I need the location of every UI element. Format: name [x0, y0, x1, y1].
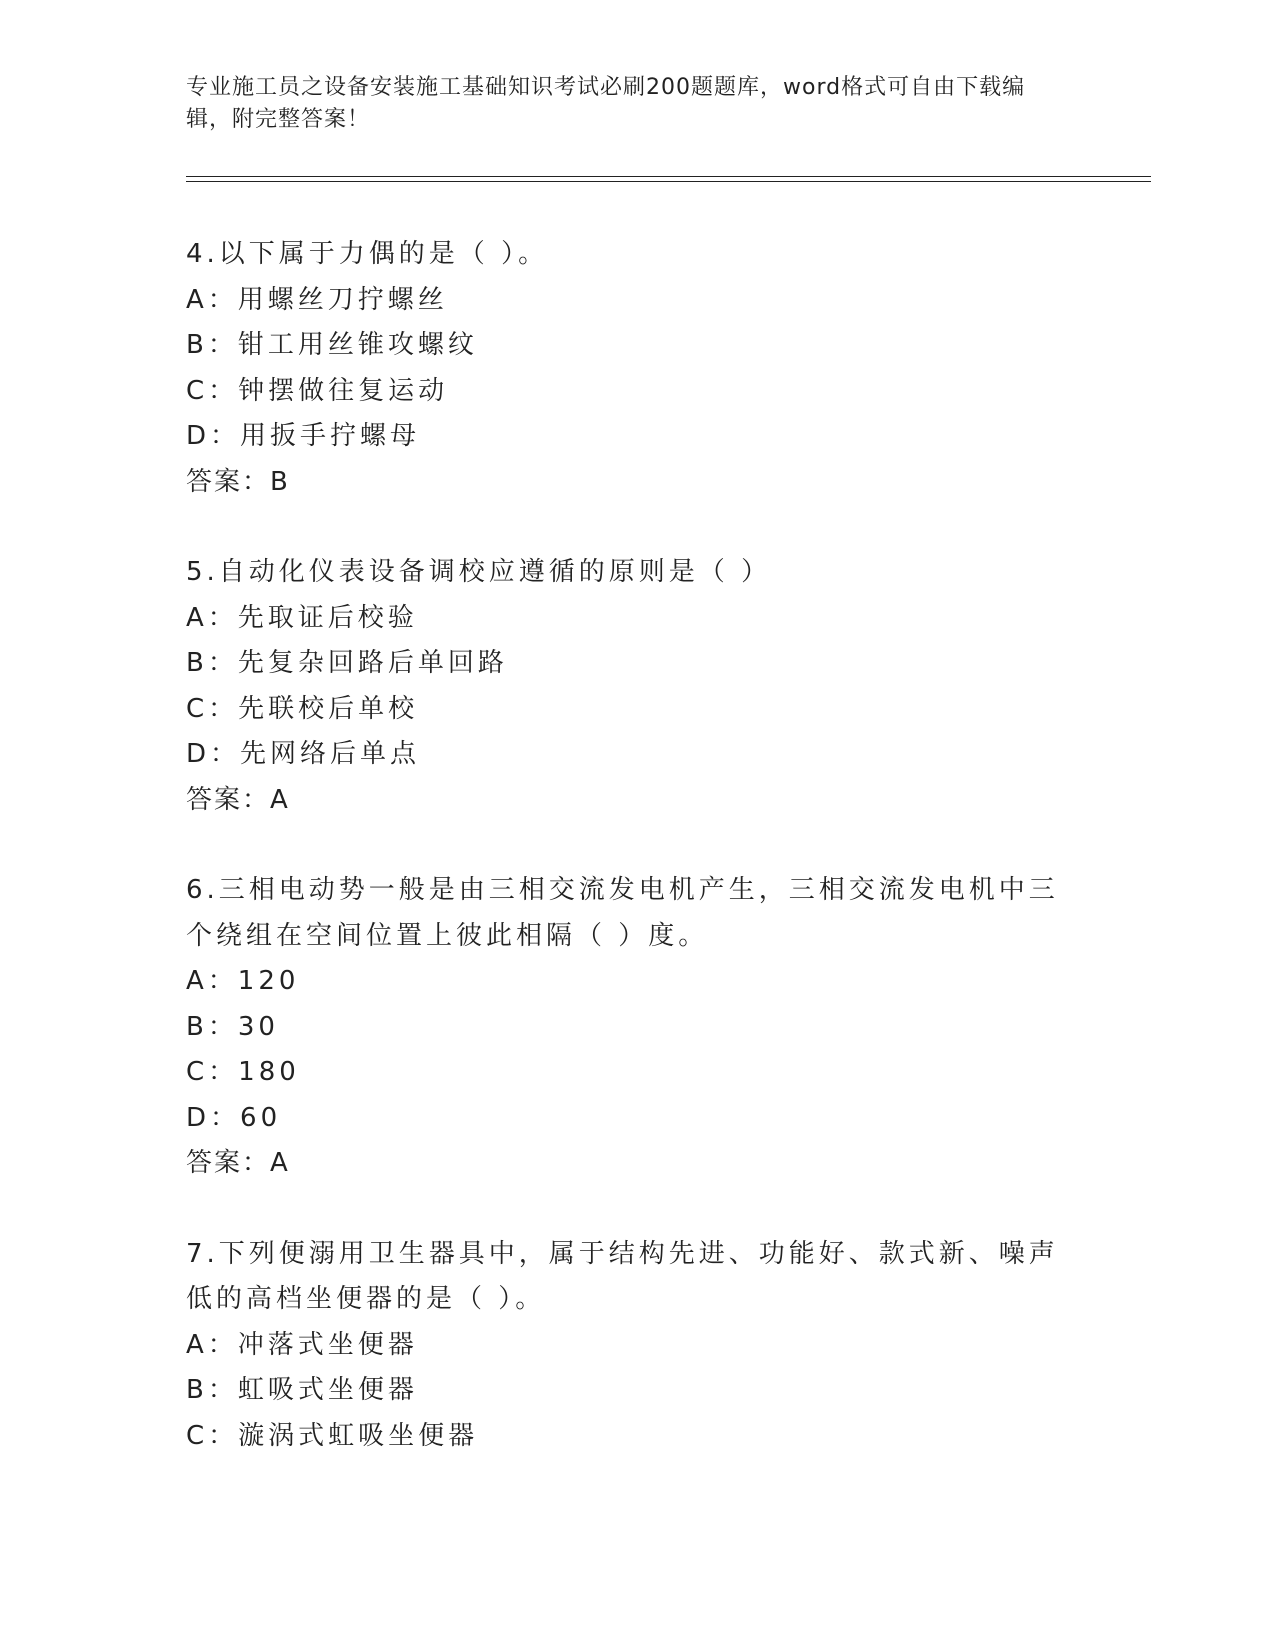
option-c: C：先联校后单校 — [186, 693, 419, 724]
option-c: C：漩涡式虹吸坐便器 — [186, 1420, 479, 1451]
question-stem: 7.下列便溺用卫生器具中，属于结构先进、功能好、款式新、噪声低的高档坐便器的是（ ）。 — [186, 1238, 1059, 1314]
option-d: D：用扳手拧螺母 — [186, 421, 421, 451]
question-stem: 5.自动化仪表设备调校应遵循的原则是（ ） — [186, 557, 772, 587]
question-7 — [186, 1232, 1066, 1460]
option-b: B：钳工用丝锥攻螺纹 — [186, 330, 478, 360]
option-a: A：冲落式坐便器 — [186, 1329, 418, 1360]
header-divider-top — [186, 176, 1151, 177]
answer-line: 答案：A — [186, 784, 290, 815]
document-header: 专业施工员之设备安装施工基础知识考试必刷200题题库，word格式可自由下载编辑，附完整答案！ — [186, 75, 1026, 132]
option-d: D：60 — [186, 1102, 282, 1133]
option-c: C：钟摆做往复运动 — [186, 375, 449, 406]
option-b: B：30 — [186, 1011, 279, 1042]
answer-line: 答案：B — [186, 466, 290, 497]
answer-line: 答案：A — [186, 1148, 290, 1178]
question-stem: 6.三相电动势一般是由三相交流发电机产生，三相交流发电机中三个绕组在空间位置上彼此相隔（ ）度。 — [186, 875, 1059, 951]
option-a: A：用螺丝刀拧螺丝 — [186, 284, 448, 315]
question-stem: 4.以下属于力偶的是（ ）。 — [186, 239, 549, 269]
header-divider-bottom — [186, 181, 1151, 182]
question-list — [186, 232, 1066, 1504]
question-6 — [186, 868, 1066, 1187]
option-c: C：180 — [186, 1057, 300, 1087]
option-d: D：先网络后单点 — [186, 739, 421, 769]
option-b: B：虹吸式坐便器 — [186, 1375, 418, 1405]
option-b: B：先复杂回路后单回路 — [186, 648, 508, 678]
question-5 — [186, 550, 1066, 823]
question-4 — [186, 232, 1066, 505]
option-a: A：先取证后校验 — [186, 602, 418, 633]
option-a: A：120 — [186, 966, 300, 996]
